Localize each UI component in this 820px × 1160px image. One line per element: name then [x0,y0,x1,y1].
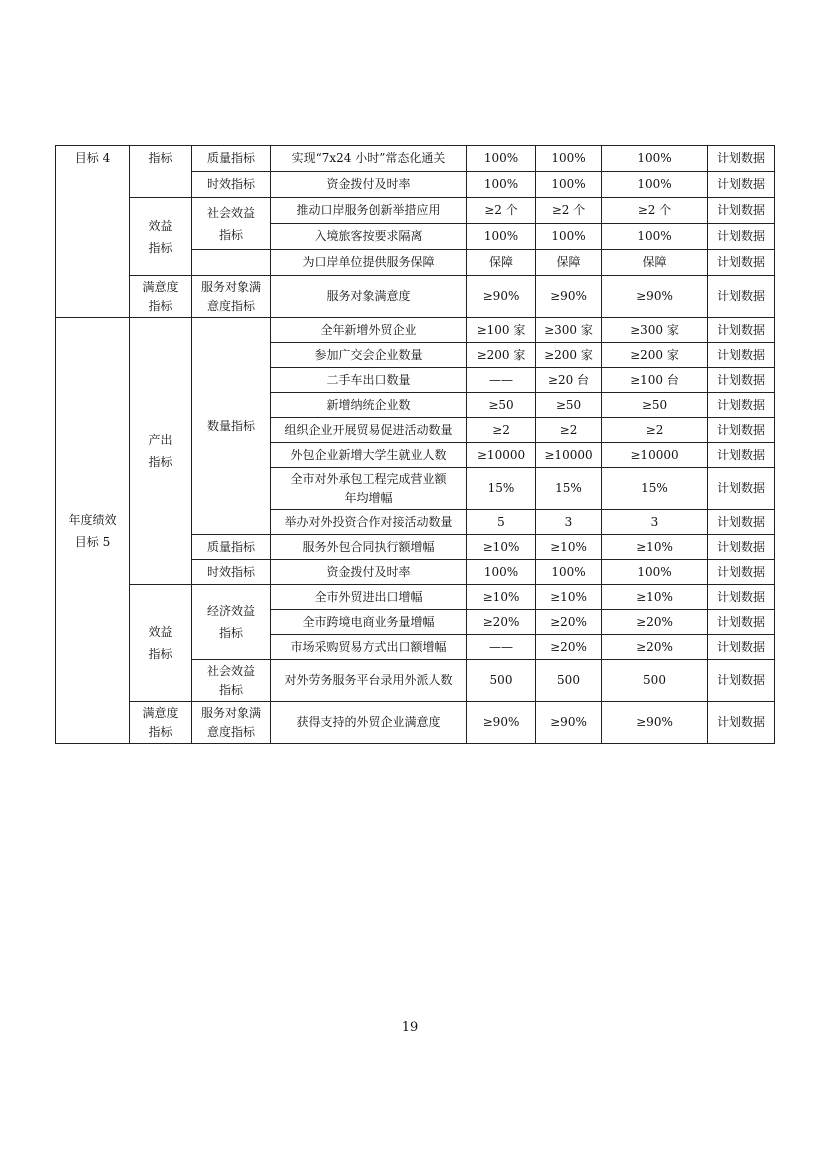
value-cell: 100% [602,560,708,585]
indicator-cell: 全市跨境电商业务量增幅 [271,610,467,635]
goal-5-social-text: 社会效益指标 [206,663,255,697]
goal-4-satisfaction-label [130,276,192,318]
table-row [56,146,775,172]
value-cell: ≥90% [467,702,536,744]
value-cell: ≥50 [536,393,602,418]
source-cell: 计划数据 [708,393,775,418]
value-cell: ≥10000 [467,443,536,468]
source-cell: 计划数据 [708,276,775,318]
value-cell: 100% [536,224,602,250]
value-cell: ≥50 [602,393,708,418]
value-cell: ≥10000 [536,443,602,468]
source-cell: 计划数据 [708,172,775,198]
source-cell: 计划数据 [708,198,775,224]
value-cell: 100% [467,146,536,172]
indicator-cell [271,468,467,510]
goal-4-benefit-text: 效益指标 [148,218,173,255]
value-cell: 保障 [467,250,536,276]
indicator-text: 全市对外承包工程完成营业额年均增幅 [290,471,447,505]
value-cell: ≥200 家 [467,343,536,368]
indicator-cell: 新增纳统企业数 [271,393,467,418]
goal-4-output-label: 指标 [130,146,192,198]
indicator-cell: 参加广交会企业数量 [271,343,467,368]
table-row [56,702,775,744]
indicator-cell: 举办对外投资合作对接活动数量 [271,510,467,535]
indicator-cell: 市场采购贸易方式出口额增幅 [271,635,467,660]
source-cell: 计划数据 [708,535,775,560]
goal-5-satisfaction-label [130,702,192,744]
goal-5-benefit-text: 效益指标 [148,625,173,661]
value-cell: ≥200 家 [602,343,708,368]
indicator-cell: 实现“7x24 小时”常态化通关 [271,146,467,172]
value-cell: 100% [602,146,708,172]
value-cell: 100% [536,172,602,198]
goal-4-satisfaction-sub-text: 服务对象满意度指标 [200,279,261,313]
source-cell: 计划数据 [708,560,775,585]
value-cell: 保障 [602,250,708,276]
goal-5-satisfaction-text: 满意度指标 [142,705,179,739]
value-cell: ≥90% [467,276,536,318]
value-cell: 100% [467,172,536,198]
value-cell: 5 [467,510,536,535]
source-cell: 计划数据 [708,343,775,368]
indicator-cell: 资金拨付及时率 [271,560,467,585]
value-cell: ≥90% [602,702,708,744]
value-cell: ≥2 [602,418,708,443]
value-cell: ≥2 个 [467,198,536,224]
value-cell: 100% [467,560,536,585]
table-row [56,318,775,343]
value-cell: ≥10% [467,585,536,610]
indicator-cell: 全市外贸进出口增幅 [271,585,467,610]
goal-4-label: 目标 4 [56,146,130,318]
goal-4-social-label [192,198,271,250]
value-cell: ≥200 家 [536,343,602,368]
source-cell: 计划数据 [708,250,775,276]
value-cell: 500 [536,660,602,702]
goal-4-quality-label: 质量指标 [192,146,271,172]
value-cell: ≥20% [536,610,602,635]
source-cell: 计划数据 [708,443,775,468]
value-cell: ≥10% [536,585,602,610]
indicator-cell: 外包企业新增大学生就业人数 [271,443,467,468]
indicator-cell: 推动口岸服务创新举措应用 [271,198,467,224]
value-cell: ≥10% [602,585,708,610]
indicator-cell: 资金拨付及时率 [271,172,467,198]
value-cell: 500 [602,660,708,702]
source-cell: 计划数据 [708,510,775,535]
goal-5-output-label [130,318,192,585]
value-cell: ≥20 台 [536,368,602,393]
value-cell: ≥20% [467,610,536,635]
indicator-cell: 组织企业开展贸易促进活动数量 [271,418,467,443]
value-cell: 500 [467,660,536,702]
goal-5-quality-label: 质量指标 [192,535,271,560]
value-cell: —— [467,368,536,393]
indicator-cell: 入境旅客按要求隔离 [271,224,467,250]
value-cell: ≥300 家 [536,318,602,343]
goal-4-satisfaction-text: 满意度指标 [142,279,179,313]
indicator-cell: 对外劳务服务平台录用外派人数 [271,660,467,702]
table-row [56,585,775,610]
source-cell: 计划数据 [708,468,775,510]
value-cell: 3 [536,510,602,535]
goal-5-satisfaction-sub-text: 服务对象满意度指标 [200,705,261,739]
goal-5-label-text: 年度绩效目标 5 [68,512,117,549]
value-cell: ≥20% [602,610,708,635]
table-row [56,276,775,318]
source-cell: 计划数据 [708,418,775,443]
value-cell: 100% [602,224,708,250]
source-cell: 计划数据 [708,585,775,610]
value-cell: ≥10% [536,535,602,560]
source-cell: 计划数据 [708,224,775,250]
goal-5-timeliness-label: 时效指标 [192,560,271,585]
value-cell: 保障 [536,250,602,276]
source-cell: 计划数据 [708,702,775,744]
value-cell: 100% [602,172,708,198]
page-number: 19 [401,1020,419,1035]
goal-5-economic-text: 经济效益指标 [206,604,255,640]
value-cell: ≥100 家 [467,318,536,343]
value-cell: ≥10000 [602,443,708,468]
source-cell: 计划数据 [708,660,775,702]
value-cell: 100% [536,560,602,585]
goal-5-social-label [192,660,271,702]
indicator-cell: 服务外包合同执行额增幅 [271,535,467,560]
value-cell: ≥2 [467,418,536,443]
value-cell: 100% [536,146,602,172]
goal-5-economic-label [192,585,271,660]
value-cell: ≥90% [602,276,708,318]
value-cell: ≥2 个 [536,198,602,224]
goal-5-satisfaction-sub-label [192,702,271,744]
value-cell: ≥90% [536,702,602,744]
value-cell: ≥20% [536,635,602,660]
goal-5-benefit-label [130,585,192,702]
source-cell: 计划数据 [708,635,775,660]
indicator-cell: 服务对象满意度 [271,276,467,318]
value-cell: ≥2 个 [602,198,708,224]
table-body [56,146,775,744]
goal-4-social-text: 社会效益指标 [206,205,255,242]
value-cell: 3 [602,510,708,535]
source-cell: 计划数据 [708,146,775,172]
goal-5-quantity-label: 数量指标 [192,318,271,535]
indicator-cell: 获得支持的外贸企业满意度 [271,702,467,744]
source-cell: 计划数据 [708,610,775,635]
value-cell: 15% [602,468,708,510]
indicator-cell: 全年新增外贸企业 [271,318,467,343]
goal-4-timeliness-label: 时效指标 [192,172,271,198]
value-cell: ≥10% [467,535,536,560]
value-cell: 15% [467,468,536,510]
table-row [56,198,775,224]
goal-4-satisfaction-sub-label [192,276,271,318]
indicator-cell: 二手车出口数量 [271,368,467,393]
goal-5-output-text: 产出指标 [148,433,173,469]
source-cell: 计划数据 [708,368,775,393]
value-cell: ≥50 [467,393,536,418]
value-cell: —— [467,635,536,660]
performance-table [55,145,775,744]
value-cell: ≥100 台 [602,368,708,393]
empty-cell [192,250,271,276]
goal-5-label [56,318,130,744]
value-cell: 100% [467,224,536,250]
goal-4-benefit-label [130,198,192,276]
value-cell: ≥10% [602,535,708,560]
value-cell: ≥20% [602,635,708,660]
value-cell: ≥2 [536,418,602,443]
value-cell: ≥300 家 [602,318,708,343]
indicator-cell: 为口岸单位提供服务保障 [271,250,467,276]
value-cell: 15% [536,468,602,510]
source-cell: 计划数据 [708,318,775,343]
value-cell: ≥90% [536,276,602,318]
